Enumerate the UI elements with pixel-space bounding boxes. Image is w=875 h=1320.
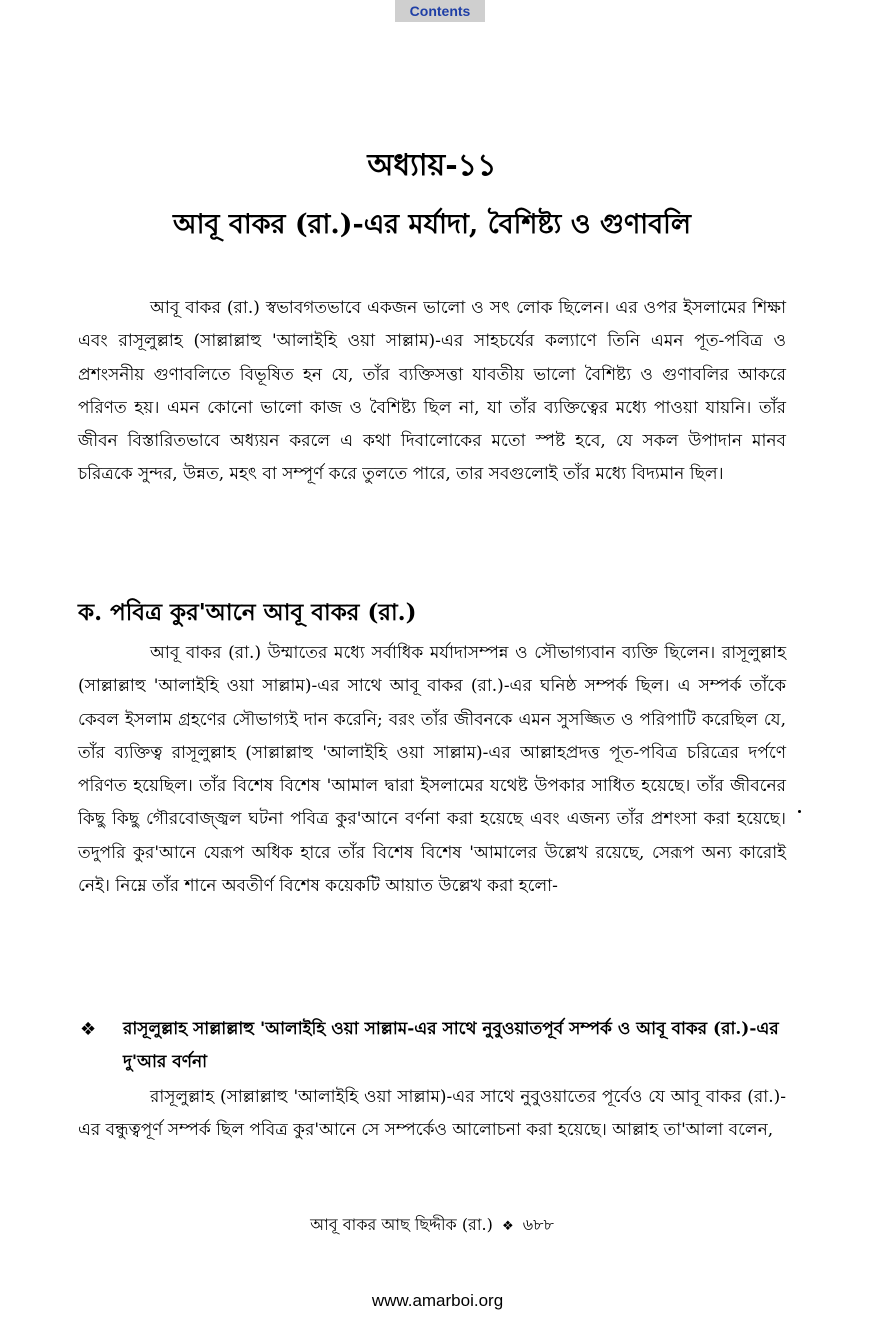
footer-separator-icon: ❖ bbox=[501, 1219, 514, 1234]
section-heading: ক. পবিত্র কুর'আনে আবূ বাকর (রা.) bbox=[78, 599, 417, 626]
stray-mark bbox=[798, 810, 801, 813]
chapter-number: অধ্যায়-১১ bbox=[367, 148, 497, 183]
footer-page-number: ৬৮৮ bbox=[522, 1215, 554, 1234]
diamond-bullet-icon: ❖ bbox=[80, 1019, 97, 1040]
site-url-link[interactable]: www.amarboi.org bbox=[371, 1291, 504, 1310]
footer-book-title: আবূ বাকর আছ ছিদ্দীক (রা.) bbox=[310, 1215, 493, 1234]
section-paragraph: আবূ বাকর (রা.) উম্মাতের মধ্যে সর্বাধিক মর্যাদাসম্পন্ন ও সৌভাগ্যবান ব্যক্তি ছিলেন। রাসূলুল্লাহ (সাল্লাল্লাহু 'আলাইহি ওয়া সাল্লাম)-এর সাথে আবূ বাকর (রা.)-এর ঘনিষ্ঠ সম্পর্ক ছিল। এ সম্পর্ক তাঁকে কেবল ইসলাম গ্রহণের সৌভাগ্যই দান করেনি; বরং তাঁর জীবনকে এমন সুসজ্জিত ও পরিপাটি করেছিল যে, তাঁর ব্যক্তিত্ব রাসূলুল্লাহ (সাল্লাল্লাহু 'আলাইহি ওয়া সাল্লাম)-এর আল্লাহপ্রদত্ত পূত-পবিত্র চরিত্রের দর্পণে পরিণত হয়েছিল। তাঁর বিশেষ বিশেষ 'আমাল দ্বারা ইসলামের যথেষ্ট উপকার সাধিত হয়েছে। তাঁর জীবনের কিছু কিছু গৌরবোজ্জ্বল ঘটনা পবিত্র কুর'আনে বর্ণনা করা হয়েছে এবং এজন্য তাঁর প্রশংসা করা হয়েছে। তদুপরি কুর'আনে যেরূপ অধিক হারে তাঁর বিশেষ বিশেষ 'আমালের উল্লেখ রয়েছে, সেরূপ অন্য কারোই নেই। নিম্নে তাঁর শানে অবতীর্ণ বিশেষ কয়েকটি আয়াত উল্লেখ করা হলো- bbox=[78, 643, 786, 897]
bullet-heading-text: রাসূলুল্লাহ সাল্লাল্লাহু 'আলাইহি ওয়া সাল্লাম-এর সাথে নুবুওয়াতপূর্ব সম্পর্ক ও আবূ বাকর (রা.)-এর দু'আর বর্ণনা bbox=[123, 1019, 779, 1072]
page-footer bbox=[78, 1210, 786, 1242]
contents-button[interactable]: Contents bbox=[395, 0, 485, 22]
intro-paragraph: আবূ বাকর (রা.) স্বভাবগতভাবে একজন ভালো ও সৎ লোক ছিলেন। এর ওপর ইসলামের শিক্ষা এবং রাসূলুল্লাহ (সাল্লাল্লাহু 'আলাইহি ওয়া সাল্লাম)-এর সাহচর্যের কল্যাণে তিনি এমন পূত-পবিত্র ও প্রশংসনীয় গুণাবলিতে বিভূষিত হন যে, তাঁর ব্যক্তিসত্তা যাবতীয় ভালো বৈশিষ্ট্য ও গুণাবলির আকরে পরিণত হয়। এমন কোনো ভালো কাজ ও বৈশিষ্ট্য ছিল না, যা তাঁর ব্যক্তিত্বের মধ্যে পাওয়া যায়নি। তাঁর জীবন বিস্তারিতভাবে অধ্যয়ন করলে এ কথা দিবালোকের মতো স্পষ্ট হবে, যে সকল উপাদান মানব চরিত্রকে সুন্দর, উন্নত, মহৎ বা সম্পূর্ণ করে তুলতে পারে, তার সবগুলোই তাঁর মধ্যে বিদ্যমান ছিল। bbox=[78, 298, 786, 485]
chapter-title: আবূ বাকর (রা.)-এর মর্যাদা, বৈশিষ্ট্য ও গুণাবলি bbox=[172, 209, 692, 240]
bullet-heading bbox=[78, 1013, 786, 1079]
bullet-paragraph: রাসূলুল্লাহ (সাল্লাল্লাহু 'আলাইহি ওয়া সাল্লাম)-এর সাথে নুবুওয়াতের পূর্বেও যে আবূ বাকর (রা.)-এর বন্ধুত্বপূর্ণ সম্পর্ক ছিল পবিত্র কুর'আনে সে সম্পর্কেও আলোচনা করা হয়েছে। আল্লাহ তা'আলা বলেন, bbox=[78, 1087, 786, 1141]
